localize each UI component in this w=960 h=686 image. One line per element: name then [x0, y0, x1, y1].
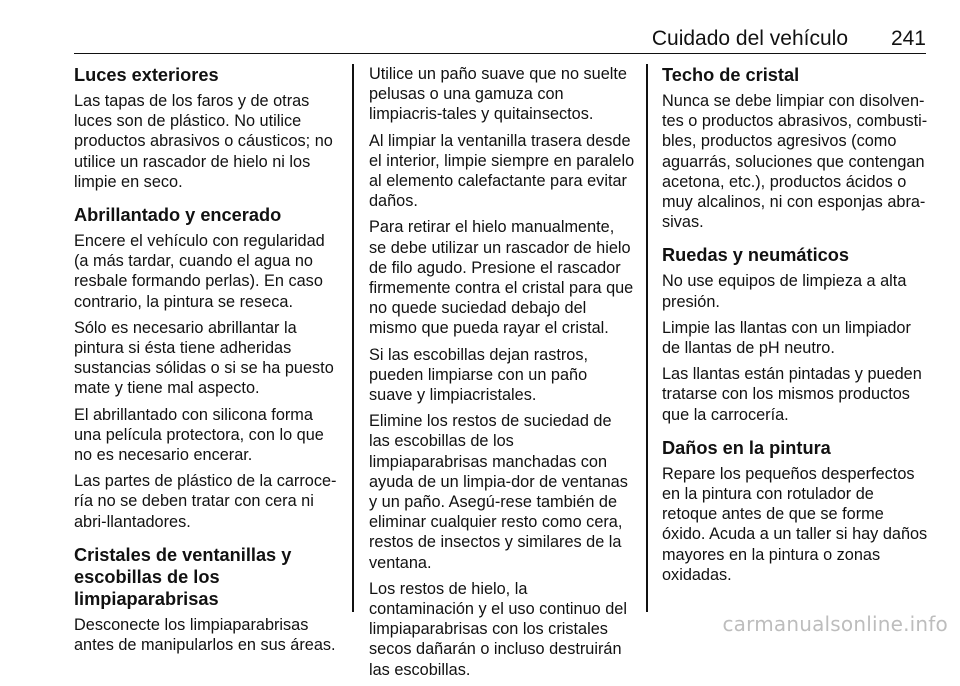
paragraph: Al limpiar la ventanilla trasera desde el interior, limpie siempre en paralelo al elemento calefactante para evitar daños. — [369, 131, 635, 211]
paragraph: Limpie las llantas con un limpiador de llantas de pH neutro. — [662, 318, 911, 358]
paragraph: Las llantas están pintadas y pueden tratarse con los mismos productos que la carrocería. — [662, 365, 922, 424]
paragraph: Repare los pequeños desperfectos en la pintura con rotulador de retoque antes de que se forme óxido. Acuda a un taller si hay daños mayores en la pintura o zonas oxidadas. — [662, 464, 928, 584]
section-title: Cuidado del vehículo — [651, 27, 848, 50]
paragraph: Utilice un paño suave que no suelte pelusas o una gamuza con limpiacris-tales y quitainsectos. — [369, 65, 627, 124]
column-2 — [369, 64, 635, 686]
column-1 — [74, 64, 340, 667]
heading-paint-damage: Daños en la pintura — [662, 437, 831, 458]
section-wheels-tyres — [662, 244, 928, 424]
section-polishing — [74, 204, 340, 532]
heading-windows-wipers: Cristales de ventanillas y escobillas de los limpiaparabrisas — [74, 544, 292, 609]
section-windows-wipers — [74, 544, 340, 655]
heading-wheels-tyres: Ruedas y neumáticos — [662, 245, 849, 266]
paragraph: Las tapas de los faros y de otras luces son de plástico. No utilice productos abrasivos o cáusticos; no utilice un rascador de hielo ni los limpie en seco. — [74, 92, 333, 191]
column-3 — [662, 64, 928, 597]
column-divider — [352, 64, 354, 612]
paragraph: El abrillantado con silicona forma una película protectora, con lo que no es necesario encerar. — [74, 405, 324, 465]
paragraph: Elimine los restos de suciedad de las escobillas de los limpiaparabrisas manchadas con ayuda de un limpia-dor de ventanas y un paño. Asegú-rese también de eliminar cualquier resto como cera, restos de insectos y similares de la ventana. — [369, 412, 628, 572]
section-glass-roof — [662, 64, 928, 232]
watermark: carmanualsonline.info — [722, 612, 948, 636]
section-exterior-lights — [74, 64, 340, 192]
section-paint-damage — [662, 437, 928, 585]
page-number: 241 — [890, 27, 926, 50]
paragraph: Las partes de plástico de la carroce-ría no se deben tratar con cera ni abri-llantadores. — [74, 472, 337, 531]
paragraph: Si las escobillas dejan rastros, pueden limpiarse con un paño suave y limpiacristales. — [369, 345, 588, 405]
paragraph: No use equipos de limpieza a alta presión. — [662, 272, 907, 311]
column-divider — [646, 64, 648, 612]
paragraph: Para retirar el hielo manualmente, se debe utilizar un rascador de hielo de filo agudo. Presione el rascador firmemente contra el cristal para que no quede suciedad debajo del mismo que pueda rayar el cristal. — [369, 218, 634, 338]
paragraph: Desconecte los limpiaparabrisas antes de manipularlos en sus áreas. — [74, 615, 336, 655]
paragraph: Sólo es necesario abrillantar la pintura si ésta tiene adheridas sustancias sólidas o si se ha puesto mate y tiene mal aspecto. — [74, 318, 334, 398]
heading-glass-roof: Techo de cristal — [662, 65, 800, 85]
heading-polishing: Abrillantado y encerado — [74, 205, 282, 226]
paragraph: Nunca se debe limpiar con disolven-tes o productos abrasivos, combusti-bles, productos agresivos (como aguarrás, soluciones que contengan acetona, etc.), productos ácidos o muy alcalinos, ni con esponjas abra-sivas. — [662, 92, 928, 232]
paragraph: Los restos de hielo, la contaminación y el uso continuo del limpiaparabrisas con los cristales secos dañarán o incluso destruirán las escobillas. — [369, 579, 627, 679]
heading-exterior-lights: Luces exteriores — [74, 65, 219, 85]
paragraph: Encere el vehículo con regularidad (a más tardar, cuando el agua no resbale formando perlas). En caso contrario, la pintura se reseca. — [74, 232, 325, 311]
page-header — [74, 27, 926, 54]
